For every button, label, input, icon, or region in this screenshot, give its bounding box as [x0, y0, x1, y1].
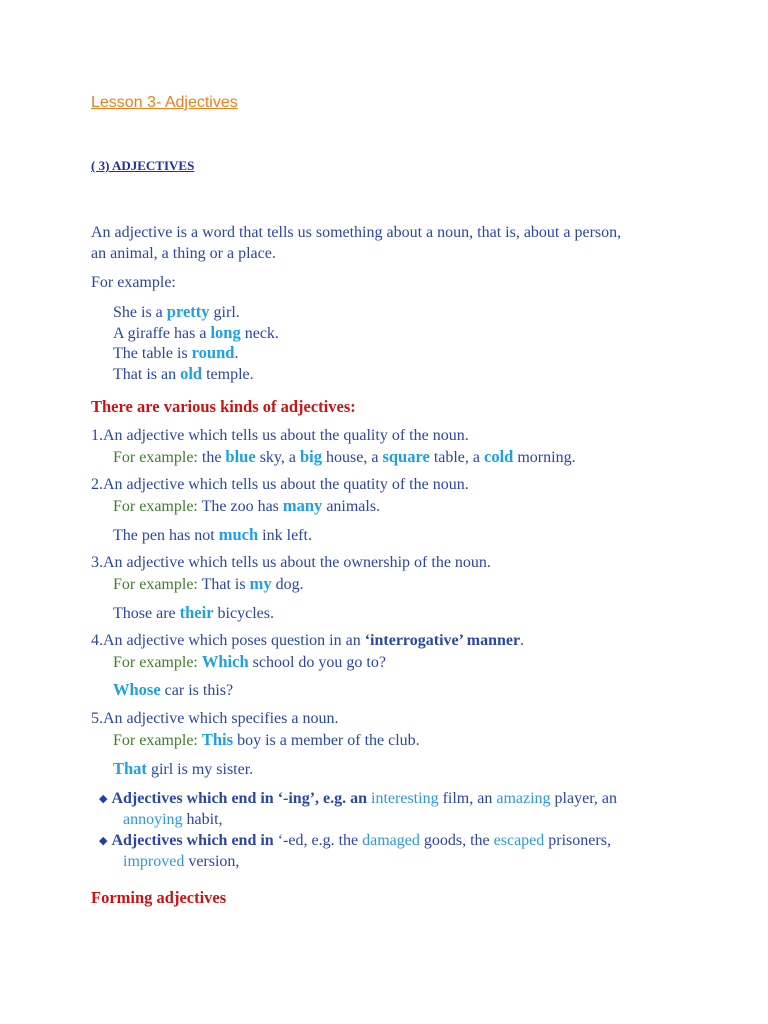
example-line: A giraffe has a long neck.	[113, 323, 279, 342]
bullet-item-ing-continued: annoying habit,	[123, 811, 223, 828]
example-line: That is an old temple.	[113, 364, 254, 383]
kind-2-example: For example: The zoo has many animals.	[113, 496, 381, 515]
kind-4-definition: 4.An adjective which poses question in an ‘interrogative’ manner.	[91, 632, 525, 649]
example-line: The table is round.	[113, 343, 239, 362]
kind-5-definition: 5.An adjective which specifies a noun.	[91, 710, 339, 727]
kind-5-example: For example: This boy is a member of the club.	[113, 730, 420, 749]
example-line: She is a pretty girl.	[113, 302, 240, 321]
kind-4-example: For example: Which school do you go to?	[113, 652, 386, 671]
kind-3-definition: 3.An adjective which tells us about the ownership of the noun.	[91, 554, 491, 571]
for-example-label: For example:	[91, 274, 176, 291]
kind-4-example-2: Whose car is this?	[113, 680, 234, 699]
kind-3-example-2: Those are their bicycles.	[113, 603, 274, 622]
diamond-icon: ◆	[99, 835, 108, 847]
bullet-item-ed: ◆ Adjectives which end in ‘-ed, e.g. the damaged goods, the escaped prisoners,	[99, 832, 611, 849]
intro-line-2: an animal, a thing or a place.	[91, 245, 276, 262]
kind-1-example: For example: the blue sky, a big house, a square table, a cold morning.	[113, 447, 576, 466]
forming-adjectives-heading: Forming adjectives	[91, 888, 227, 907]
kinds-heading: There are various kinds of adjectives:	[91, 397, 356, 416]
lesson-title: Lesson 3- Adjectives	[91, 94, 238, 111]
diamond-icon: ◆	[99, 793, 108, 805]
kind-3-example: For example: That is my dog.	[113, 574, 304, 593]
bullet-item-ed-continued: improved version,	[123, 853, 240, 870]
bullet-item-ing: ◆ Adjectives which end in ‘-ing’, e.g. an interesting film, an amazing player, an	[99, 790, 617, 807]
kind-2-definition: 2.An adjective which tells us about the quatity of the noun.	[91, 476, 469, 493]
kind-5-example-2: That girl is my sister.	[113, 759, 254, 778]
intro-line-1: An adjective is a word that tells us something about a noun, that is, about a person,	[91, 224, 622, 241]
section-subheading: ( 3) ADJECTIVES	[91, 158, 195, 173]
kind-2-example-2: The pen has not much ink left.	[113, 525, 312, 544]
kind-1-definition: 1.An adjective which tells us about the quality of the noun.	[91, 427, 469, 444]
